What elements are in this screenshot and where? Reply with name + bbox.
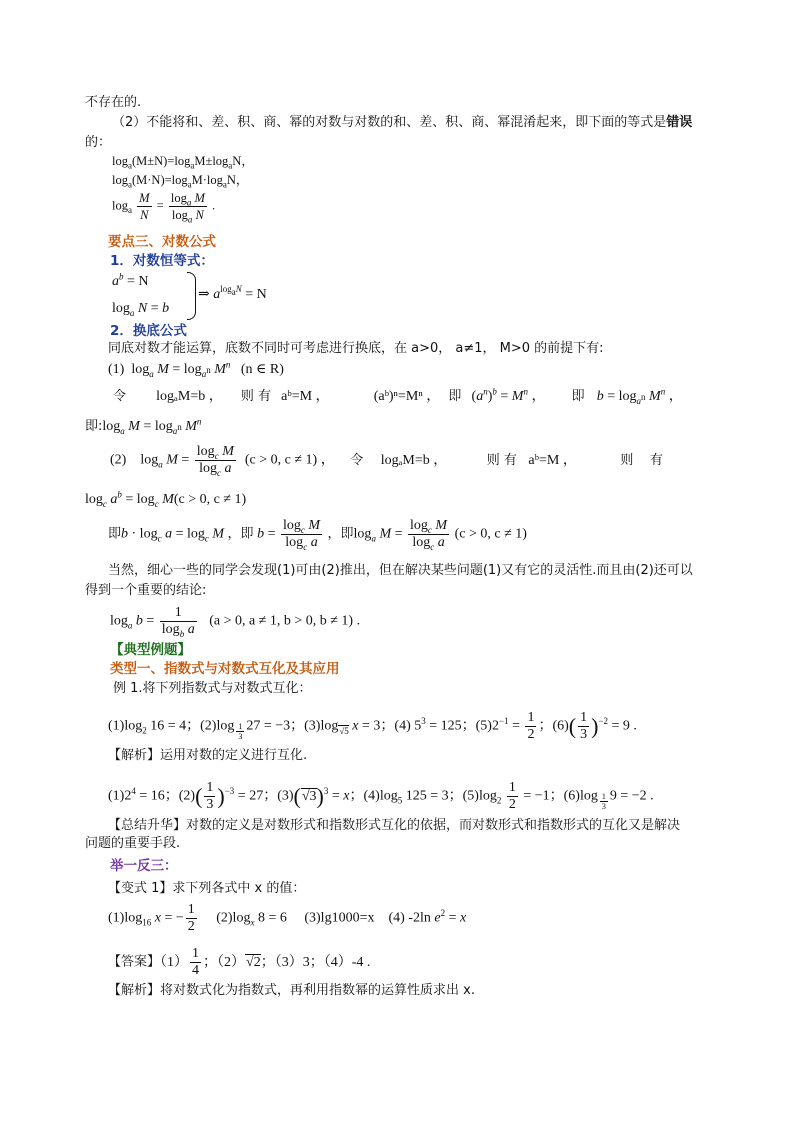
t: N， xyxy=(226,173,249,187)
brace xyxy=(187,272,196,320)
fraction: $\frac{1}{2}$ xyxy=(527,710,535,742)
t: log xyxy=(112,173,128,187)
heading-text: 2．换底公式 xyxy=(110,323,187,339)
wrong-eq-2: $\log_a(M\cdot N)=\log_aM\cdot\log_aN$， xyxy=(112,173,249,190)
analysis-1-items: $(1)2^4 = 16$；(2)( $\frac{1}{3}$ )$^{-3}$ = 27；$(3)(√3)^3 = x$；$(4)\log_5$ 125 = 3；$(5)\log_2$ $\frac{1}{2}$ = −1；(6)log $_{\frac{1}{3}}$ 9 = −2 . xyxy=(108,780,654,812)
label: 【解析】 xyxy=(108,748,161,763)
t: (aᵇ)ⁿ=Mⁿ ， xyxy=(373,389,441,404)
t: aᵇ=M ， xyxy=(281,389,330,404)
formula-1: (1) $\log_a M = \log_{a^n} M^n$ (n ∈ R) xyxy=(108,359,284,379)
text-span: 运用对数的定义进行互化. xyxy=(160,748,308,763)
fraction: $\frac{\log_c M}{\log_c a}$ xyxy=(196,444,234,478)
heading-text: 类型一、指数式与对数式互化及其应用 xyxy=(110,661,340,677)
paragraph-remark-2 xyxy=(85,582,206,600)
t: 则 有 xyxy=(240,389,271,404)
wrong-eq-1: $\log_a(M\pm N)=\log_aM\pm\log_aN$， xyxy=(112,154,254,171)
t: (1) xyxy=(108,362,125,377)
label: 【变式 1】 xyxy=(108,881,173,896)
fraction: $\frac{\log_c M}{\log_c a}$ xyxy=(410,518,448,552)
t: (c > 0, c ≠ 1) xyxy=(173,492,247,507)
heading-text: 要点三、对数公式 xyxy=(108,234,216,250)
t: ，即 xyxy=(227,526,254,542)
t: 则 有 xyxy=(486,452,517,468)
text-span: 例 1.将下列指数式与对数式互化： xyxy=(113,681,312,696)
t: logₐM=b ， xyxy=(380,452,448,468)
fraction xyxy=(137,190,151,223)
summary xyxy=(108,817,680,835)
text-span: 求下列各式中 x 的值： xyxy=(172,881,306,896)
t: log xyxy=(112,198,128,213)
variant-1 xyxy=(108,880,305,898)
text-span: （2）不能将和、差、积、商、幂的对数与对数的和、差、积、商、幂混淆起来，即下面的等式是 xyxy=(112,115,667,130)
variant-1-items: $(1)\log_{16}$ x = − $\frac{1}{2}$ $(2)\log_x$ 8 = 6 (3)lg1000=x (4) -2ln $e^2 = x$ xyxy=(108,902,467,934)
t: (M±N)=log xyxy=(131,154,191,168)
text-span: 的： xyxy=(85,135,112,150)
text-span: 同底对数才能运算，底数不同时可考虑进行换底，在 a>0， a≠1， M>0 的前提下有: xyxy=(108,341,604,356)
text-span: 不存在的. xyxy=(85,95,142,110)
example-1-items: $(1)\log_2$ 16 = 4；(2)log $_{\frac{1}{3}}$ 27 = −3；$(3)\log_{√5}$ x = 3；(4) $5^3 = 125$；$(5)2^{-1}$ = $\frac{1}{2}$ ；(6)( $\frac{1}{3}$ )$^{-2}$ = 9 . xyxy=(108,710,637,742)
formula-2-result: 即$b \cdot \log_c a = \log_c M$ ，即 b = $\frac{\log_c M}{\log_c a}$ ，即$\log_a M$ = $\frac{\log_c M}{\log_c a}$ (c > 0, c ≠ 1) xyxy=(108,518,527,552)
fraction: $\frac{\log_a M}{\log_a N}$ xyxy=(170,191,205,225)
section-heading-3 xyxy=(108,233,216,251)
type-1-heading xyxy=(110,660,340,678)
identity-top: $a^b = N$ xyxy=(112,271,149,289)
answer-1: 【答案】（1） $\frac{1}{4}$ ；（2）√2；（3）3；（4）-4 . xyxy=(108,946,371,978)
wrong-eq-3: $\log_a$ $\frac{M}{N}$ = $\frac{\log_a M}{\log_a N}$ . xyxy=(112,191,216,225)
heading-text: 【典型例题】 xyxy=(110,642,191,658)
t: 即 xyxy=(108,526,122,542)
heading-text: 1．对数恒等式： xyxy=(110,253,214,269)
label: 【解析】 xyxy=(108,983,161,998)
t: (c > 0, c ≠ 1) xyxy=(454,526,527,542)
identity-bottom: $\log_a N = b$ xyxy=(112,301,170,318)
paragraph-change-base xyxy=(108,340,604,358)
t: 令 xyxy=(350,452,364,468)
subheading-2 xyxy=(110,322,187,340)
fraction: $\frac{1}{\log_b a}$ xyxy=(161,605,195,639)
example-1 xyxy=(113,680,312,698)
t: M·log xyxy=(191,173,223,187)
num: log xyxy=(170,191,187,205)
text-span: 对数的定义是对数形式和指数形式互化的依据，而对数形式和指数形式的互化又是解决 xyxy=(186,818,681,833)
fraction: $\frac{\log_c M}{\log_c a}$ xyxy=(282,518,321,552)
t: M±log xyxy=(194,154,229,168)
bold-word: 错误 xyxy=(666,115,693,130)
t: = N xyxy=(127,274,149,289)
formula-2-line: $\log_c a^b = \log_c M(c > 0$, c ≠ 1) xyxy=(85,489,247,509)
t: . xyxy=(212,198,216,213)
t: 即 xyxy=(571,389,585,404)
text-line-1 xyxy=(85,94,141,112)
text-span: 将对数式化为指数式，再利用指数幂的运算性质求出 x. xyxy=(160,983,475,998)
formula-2: (2) $\log_a M$ = $\frac{\log_c M}{\log_c a}$ (c > 0, c ≠ 1) ， 令 logₐM=b ， 则 有 aᵇ=M ， 则 有 xyxy=(110,444,663,478)
num: M xyxy=(139,191,150,205)
typical-examples-heading xyxy=(110,641,191,659)
text-line-2 xyxy=(112,114,692,132)
t: 即: xyxy=(85,419,103,434)
t: (2) xyxy=(110,452,127,468)
text-span: 当然，细心一些的同学会发现(1)可由(2)推出，但在解决某些问题(1)又有它的灵活性.而且由(2)还可以 xyxy=(108,563,693,578)
t: log xyxy=(112,154,128,168)
formula-1-result: 即$:\log_a$ $M = \log_{a^n} M^n$ xyxy=(85,416,202,436)
identity-result: ⇒ $a^{log_aN} = N$ xyxy=(198,284,267,302)
heading-text: 举一反三： xyxy=(110,858,178,874)
text-line-3 xyxy=(85,134,111,152)
t: (c > 0, c ≠ 1) ， xyxy=(244,452,335,468)
text-span: 得到一个重要的结论: xyxy=(85,583,207,598)
t: (a > 0, a ≠ 1, b > 0, b ≠ 1) . xyxy=(209,613,361,629)
t: 即 xyxy=(448,389,462,404)
paragraph-remark-1 xyxy=(108,562,693,580)
subheading-1 xyxy=(110,252,214,270)
t: (M·N)=log xyxy=(131,173,188,187)
analysis-2 xyxy=(108,982,475,1000)
den: N xyxy=(140,208,149,222)
t: 令 xyxy=(113,389,127,404)
t: aᵇ=M ， xyxy=(528,452,577,468)
t: N， xyxy=(232,154,254,168)
formula-1-deriv: 令 logₐM=b ， 则 有 aᵇ=M ， (aᵇ)ⁿ=Mⁿ ， 即 $(a^n)^b = M^n$ ， 即 $b = \log_{a^n} M^n$ ， xyxy=(113,386,683,406)
t: (n ∈ R) xyxy=(240,362,284,377)
t: = N xyxy=(245,287,267,302)
summary-cont xyxy=(85,835,180,853)
label: 【总结升华】 xyxy=(108,818,187,833)
practice-heading xyxy=(110,857,178,875)
t: ，即 xyxy=(327,526,354,542)
text-span: 问题的重要手段. xyxy=(85,836,181,851)
t: logₐM=b ， xyxy=(156,389,223,404)
formula-3: $\log_a b$ = $\frac{1}{\log_b a}$ (a > 0, a ≠ 1, b > 0, b ≠ 1) . xyxy=(110,605,361,639)
den: log xyxy=(171,208,188,222)
label: 【答案】 xyxy=(108,954,161,970)
analysis-1 xyxy=(108,747,307,765)
